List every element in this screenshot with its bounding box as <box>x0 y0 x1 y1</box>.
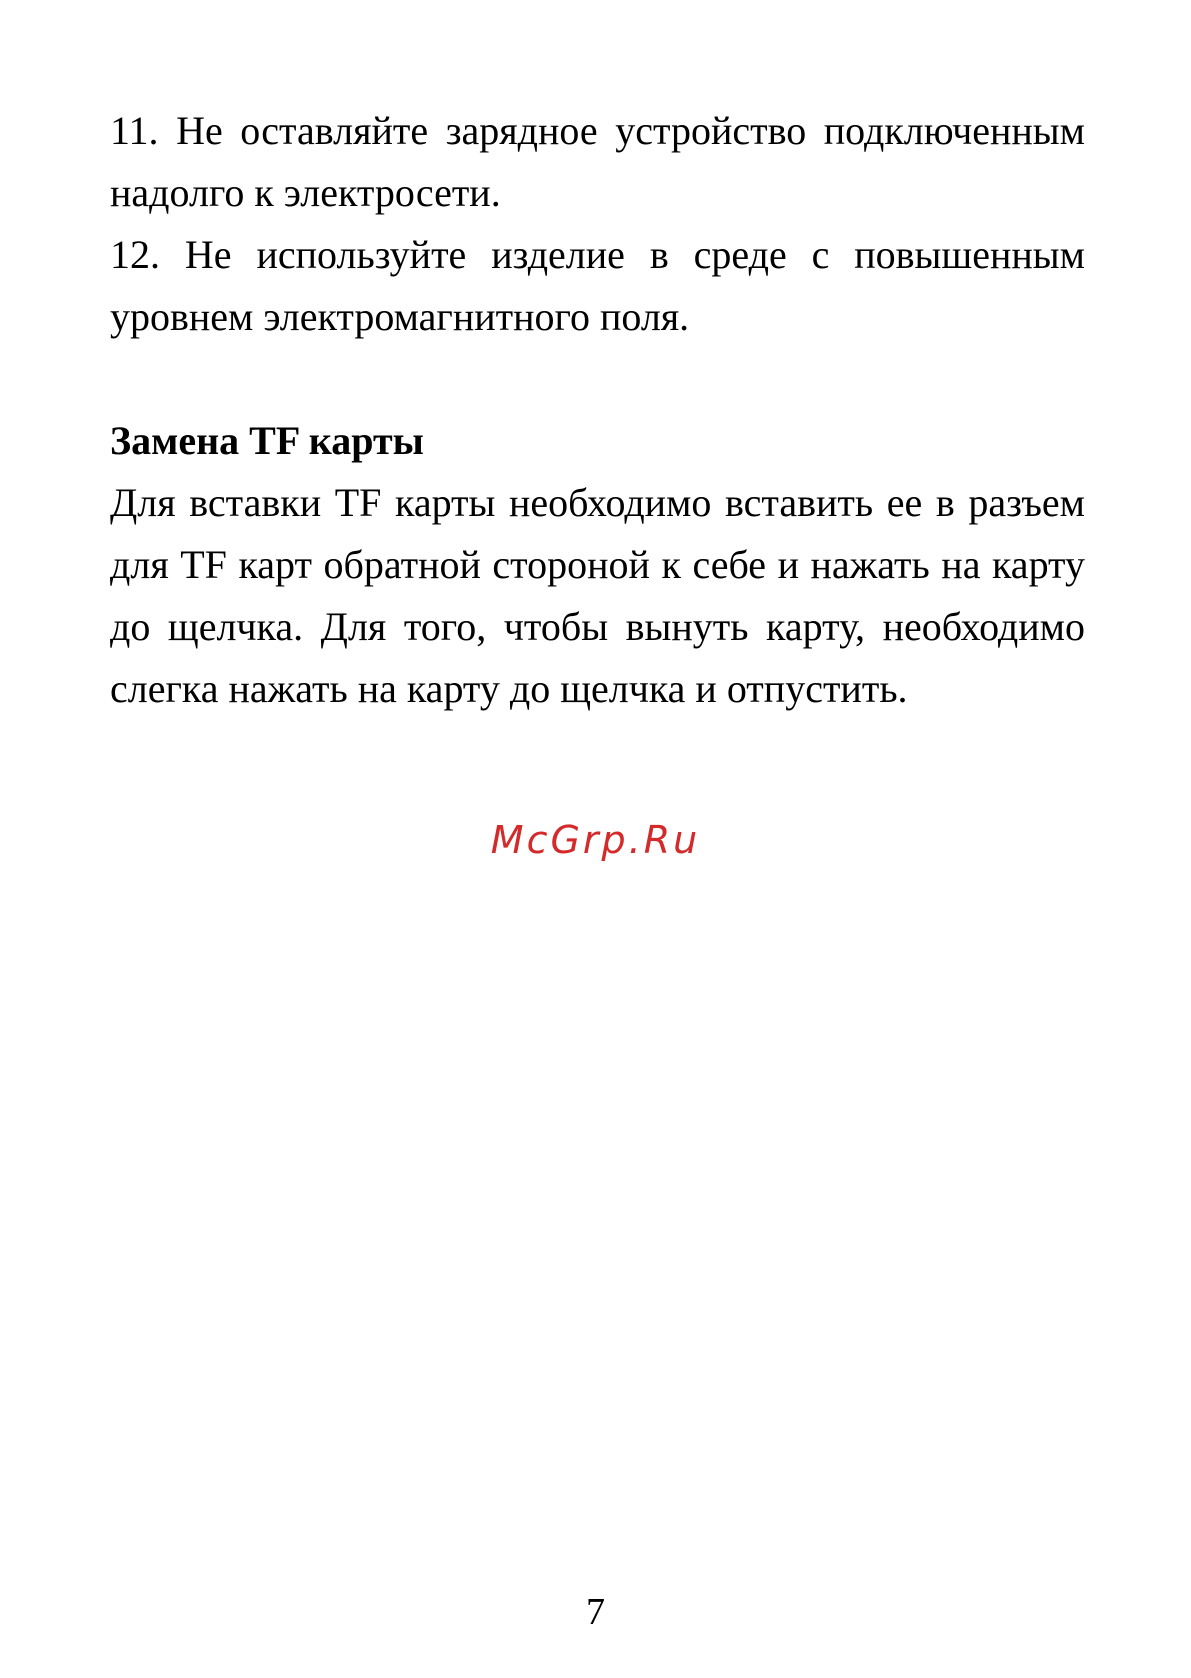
page-content <box>110 100 1085 720</box>
list-item-12: 12. Не используйте изделие в среде с повышенным уровнем электромагнитного поля. <box>110 232 1085 339</box>
list-item-11: 11. Не оставляйте зарядное устройство подключенным надолго к электросети. <box>110 108 1085 215</box>
page-number: 7 <box>586 1591 605 1633</box>
section-body: Для вставки TF карты необходимо вставить ее в разъем для TF карт обратной стороной к себе и нажать на карту до щелчка. Для того, чтобы вынуть карту, необходимо слегка нажать на карту до щелчка и отпустить. <box>110 480 1085 711</box>
section-heading: Замена TF карты <box>110 418 424 463</box>
watermark-text: McGrp.Ru <box>490 818 701 862</box>
section-spacer <box>110 348 1085 410</box>
